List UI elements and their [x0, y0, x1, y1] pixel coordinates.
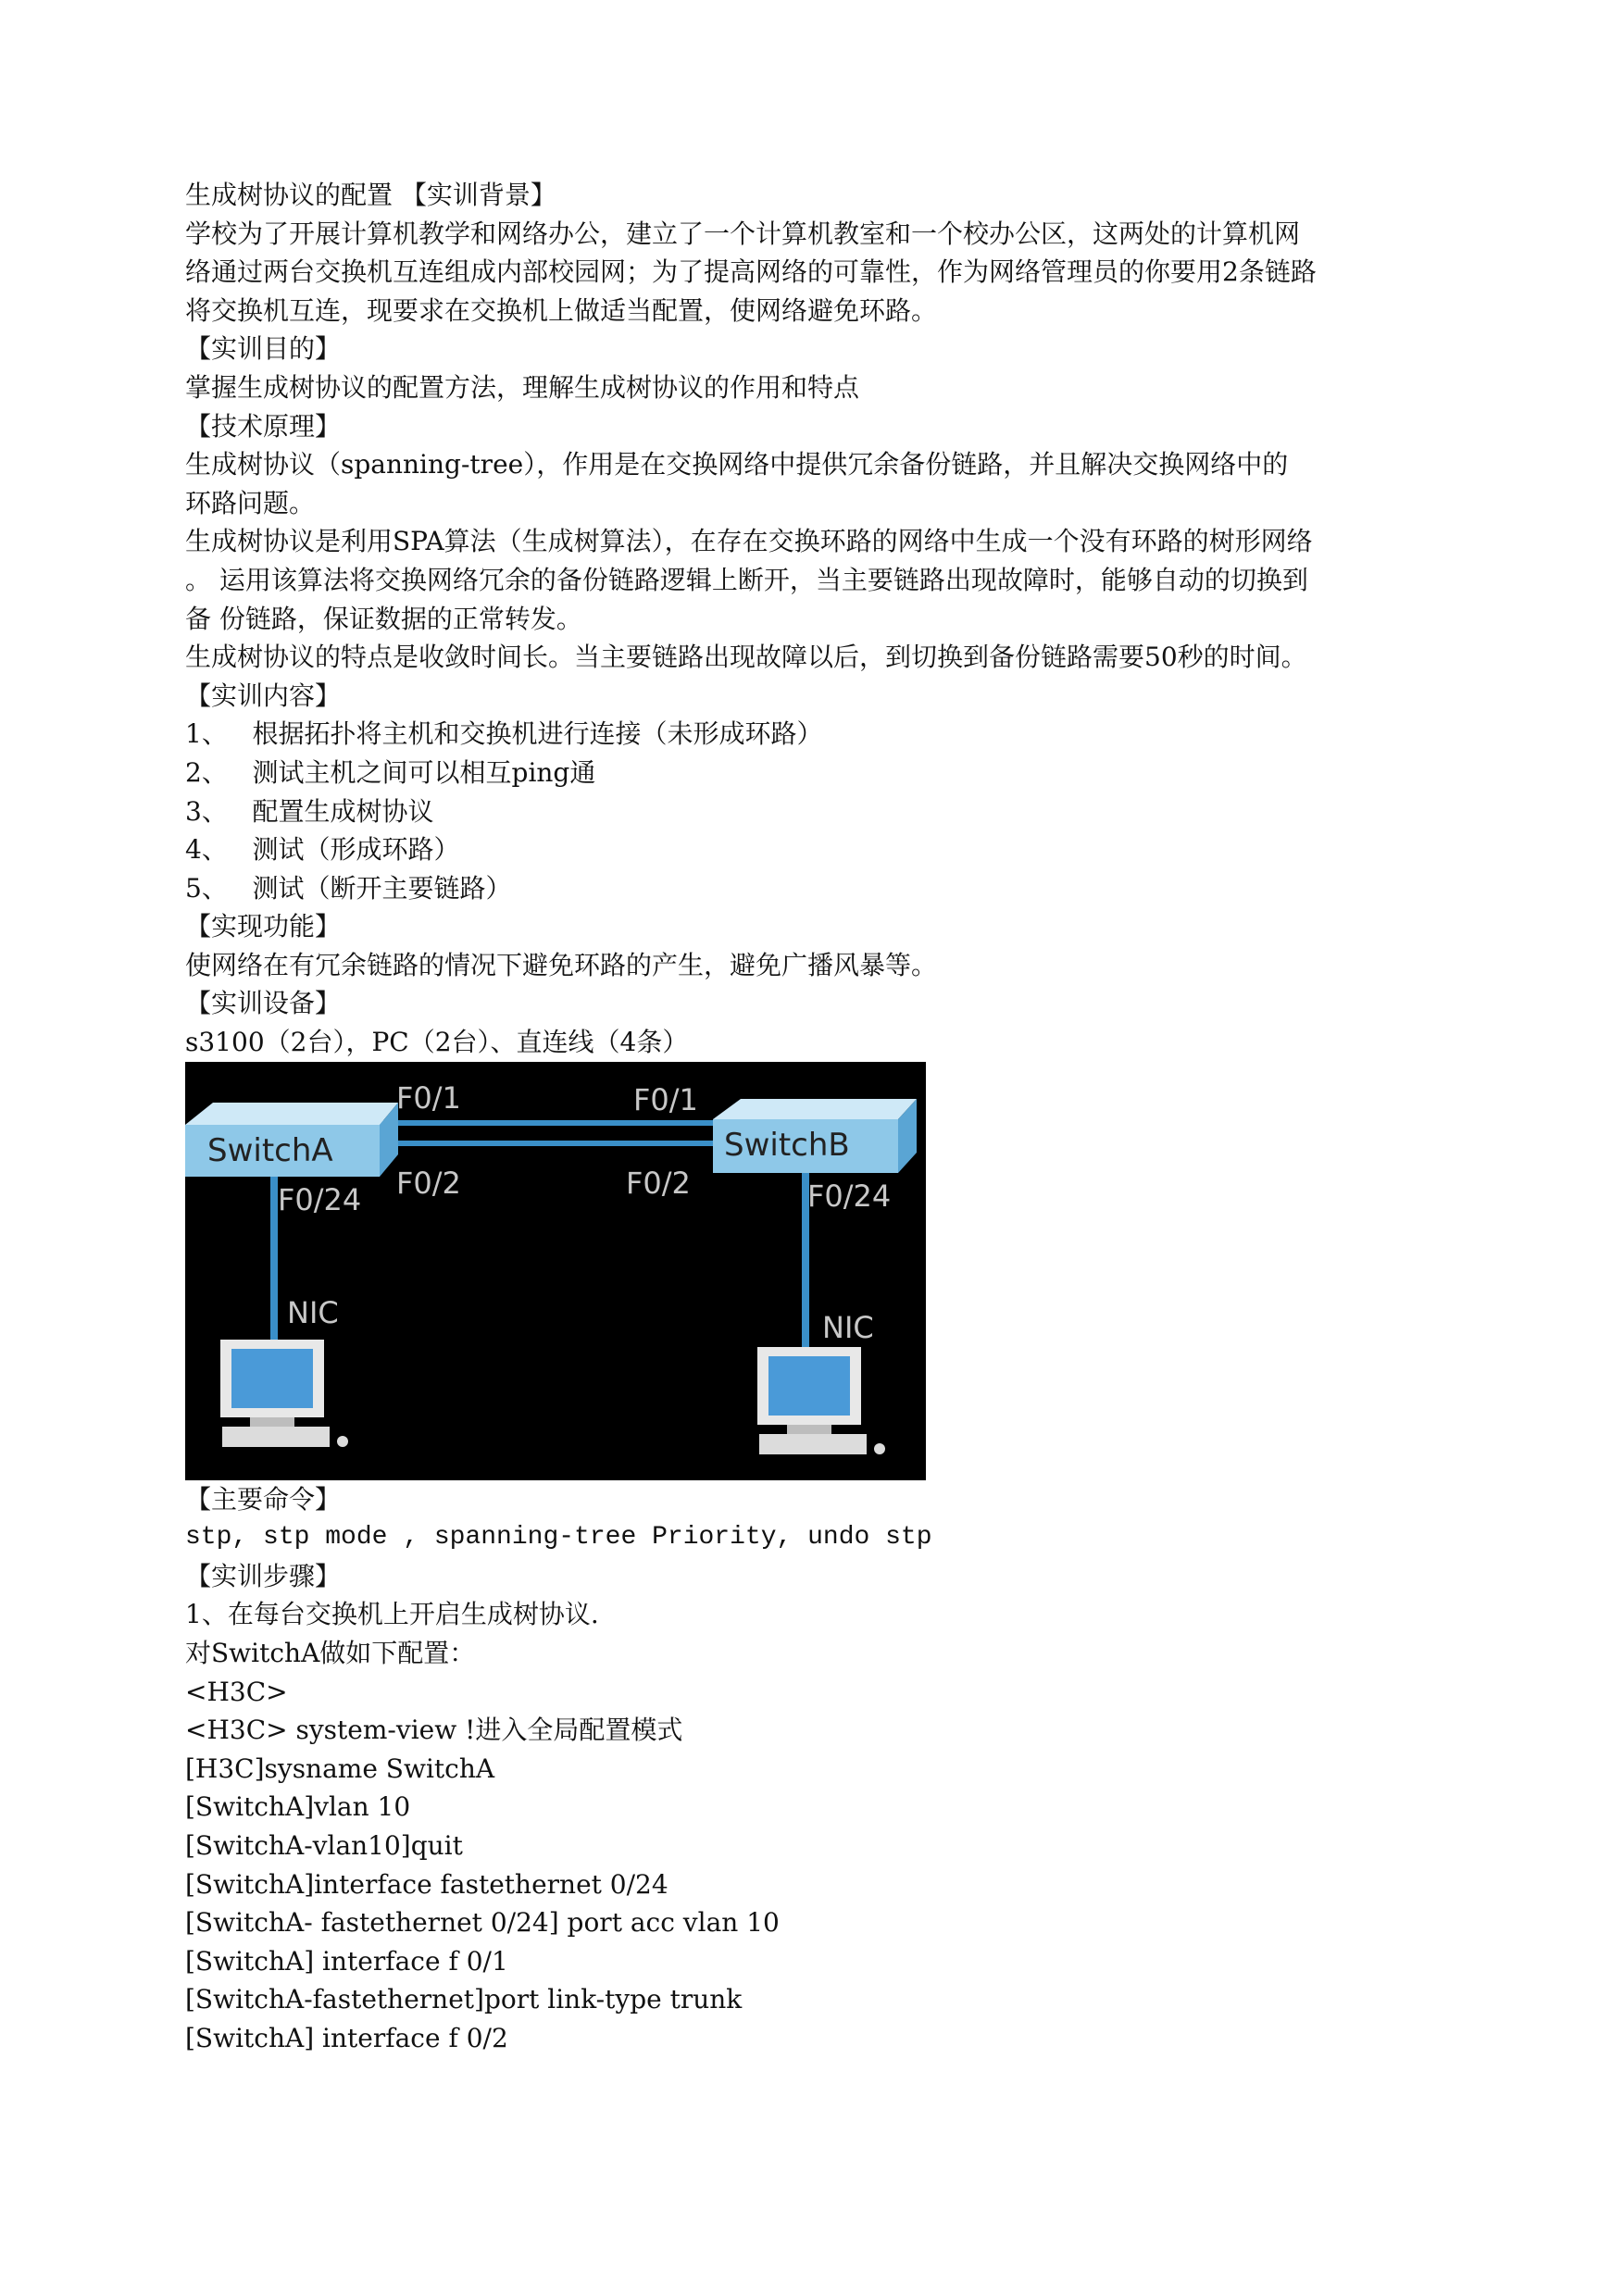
- config-line-10: [SwitchA] interface f 0/2: [185, 2022, 508, 2053]
- nic-label-b: NIC: [822, 1309, 874, 1345]
- config-line-9: [SwitchA-fastethernet]port link-type trunk: [185, 1984, 743, 2015]
- principle-line-1: 生成树协议（spanning-tree），作用是在交换网络中提供冗余备份链路，并且解决交换网络中的: [185, 449, 1289, 480]
- principle-line-3: 生成树协议是利用SPA算法（生成树算法），在存在交换环路的网络中生成一个没有环路的树形网络: [185, 526, 1313, 557]
- section-heading-steps: 【实训步骤】: [185, 1560, 342, 1591]
- commands-list: stp, stp mode , spanning-tree Priority, undo stp: [185, 1523, 932, 1553]
- config-line-7: [SwitchA- fastethernet 0/24] port acc vlan 10: [185, 1907, 780, 1939]
- switch-b-label: SwitchB: [724, 1126, 850, 1164]
- content-item-1: 1、 根据拓扑将主机和交换机进行连接（未形成环路）: [185, 718, 823, 750]
- section-heading-commands: 【主要命令】: [185, 1483, 342, 1515]
- port-label-a-f0-24: F0/24: [278, 1181, 362, 1217]
- principle-line-2: 环路问题。: [185, 487, 316, 518]
- topology-diagram: [185, 1062, 926, 1480]
- topology-svg: [185, 1062, 926, 1480]
- content-item-3: 3、 配置生成树协议: [185, 795, 434, 827]
- section-heading-equipment: 【实训设备】: [185, 988, 342, 1019]
- port-label-a-f0-2: F0/2: [396, 1165, 461, 1201]
- purpose-text: 掌握生成树协议的配置方法，理解生成树协议的作用和特点: [185, 371, 860, 403]
- config-line-3: [H3C]sysname SwitchA: [185, 1752, 495, 1784]
- switch-a-label: SwitchA: [207, 1131, 333, 1169]
- config-line-2: <H3C> system-view !进入全局配置模式: [185, 1715, 683, 1746]
- content-item-2: 2、 测试主机之间可以相互ping通: [185, 756, 596, 788]
- principle-line-5: 备 份链路，保证数据的正常转发。: [185, 603, 582, 634]
- equipment-text: s3100（2台），PC（2台）、直连线（4条）: [185, 1027, 689, 1058]
- function-text: 使网络在有冗余链路的情况下避免环路的产生，避免广播风暴等。: [185, 949, 938, 980]
- step-1-text: 1、在每台交换机上开启生成树协议.: [185, 1599, 599, 1630]
- background-paragraph-line-1: 学校为了开展计算机教学和网络办公，建立了一个计算机教室和一个校办公区，这两处的计算机网: [185, 218, 1301, 249]
- pc-b-icon: [757, 1347, 885, 1454]
- doc-title-line: 生成树协议的配置 【实训背景】: [185, 180, 556, 210]
- pc-a-icon: [220, 1340, 348, 1447]
- config-line-1: <H3C>: [185, 1676, 288, 1707]
- principle-line-4: 。 运用该算法将交换网络冗余的备份链路逻辑上断开，当主要链路出现故障时，能够自动的切换到: [185, 564, 1308, 595]
- config-line-4: [SwitchA]vlan 10: [185, 1791, 411, 1823]
- port-label-b-f0-2: F0/2: [626, 1165, 691, 1201]
- principle-line-6: 生成树协议的特点是收敛时间长。当主要链路出现故障以后，到切换到备份链路需要50秒的时间。: [185, 642, 1307, 673]
- port-label-b-f0-24: F0/24: [807, 1178, 892, 1214]
- document-page: [185, 176, 1481, 2058]
- section-heading-principle: 【技术原理】: [185, 410, 342, 442]
- content-item-4: 4、 测试（形成环路）: [185, 834, 460, 866]
- config-line-5: [SwitchA-vlan10]quit: [185, 1830, 463, 1861]
- background-paragraph-line-2: 络通过两台交换机互连组成内部校园网；为了提高网络的可靠性，作为网络管理员的你要用2条链路: [185, 256, 1317, 288]
- nic-label-a: NIC: [287, 1294, 339, 1330]
- background-paragraph-line-3: 将交换机互连，现要求在交换机上做适当配置，使网络避免环路。: [185, 294, 938, 326]
- section-heading-function: 【实现功能】: [185, 911, 342, 942]
- commands-section: [185, 1480, 1481, 2058]
- step-1-switch-a-note: 对SwitchA做如下配置：: [185, 1638, 476, 1669]
- intro-section: [185, 176, 1481, 1062]
- port-label-a-f0-1: F0/1: [396, 1079, 461, 1116]
- config-line-6: [SwitchA]interface fastethernet 0/24: [185, 1868, 668, 1900]
- content-item-5: 5、 测试（断开主要链路）: [185, 872, 512, 904]
- config-line-8: [SwitchA] interface f 0/1: [185, 1945, 508, 1977]
- port-label-b-f0-1: F0/1: [633, 1081, 698, 1117]
- section-heading-purpose: 【实训目的】: [185, 333, 342, 365]
- section-heading-content: 【实训内容】: [185, 680, 342, 711]
